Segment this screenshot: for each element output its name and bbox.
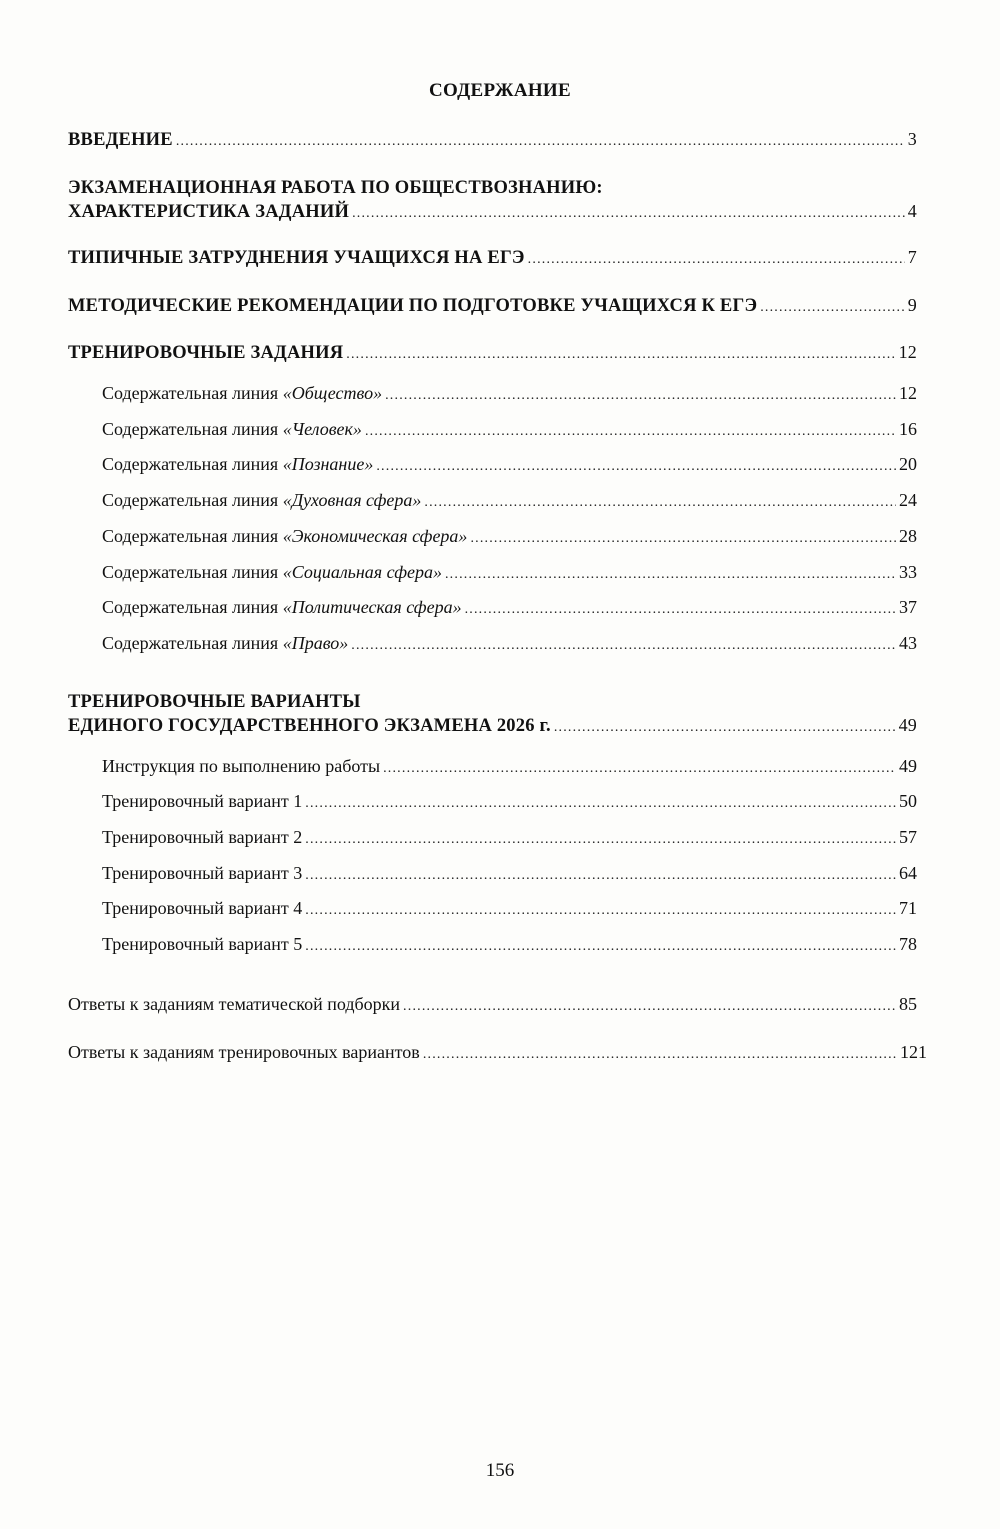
toc-page: 16 bbox=[899, 419, 917, 439]
toc-label: ХАРАКТЕРИСТИКА ЗАДАНИЙ bbox=[68, 202, 350, 222]
toc-entry-training-tasks[interactable] bbox=[68, 341, 917, 366]
toc-label: ТРЕНИРОВОЧНЫЕ ЗАДАНИЯ bbox=[68, 343, 344, 363]
toc-entry-variant-5[interactable] bbox=[102, 933, 917, 958]
toc-label: Инструкция по выполнению работы bbox=[102, 756, 381, 776]
dot-leader bbox=[305, 900, 896, 922]
toc-entry-answers-variants[interactable] bbox=[68, 1041, 927, 1066]
table-of-contents bbox=[68, 0, 927, 1529]
toc-label: Тренировочный вариант 1 bbox=[102, 791, 303, 811]
toc-entry-variant-3[interactable] bbox=[102, 862, 917, 887]
page-number: 156 bbox=[485, 1460, 515, 1481]
toc-label: Содержательная линия «Право» bbox=[102, 633, 349, 653]
toc-label: Тренировочный вариант 3 bbox=[102, 863, 303, 883]
toc-label: Содержательная линия «Политическая сфера» bbox=[102, 597, 462, 617]
dot-leader bbox=[305, 865, 896, 887]
toc-label: ЕДИНОГО ГОСУДАРСТВЕННОГО ЭКЗАМЕНА 2026 г. bbox=[68, 716, 551, 736]
toc-page: 33 bbox=[899, 562, 917, 582]
toc-entry-exam-line1: ЭКЗАМЕНАЦИОННАЯ РАБОТА ПО ОБЩЕСТВОЗНАНИЮ: bbox=[68, 178, 603, 198]
dot-leader bbox=[352, 203, 905, 225]
toc-page: 78 bbox=[899, 934, 917, 954]
toc-entry-intro[interactable] bbox=[68, 128, 917, 153]
toc-label: ТИПИЧНЫЕ ЗАТРУДНЕНИЯ УЧАЩИХСЯ НА ЕГЭ bbox=[68, 248, 525, 268]
dot-leader bbox=[385, 385, 896, 407]
toc-page: 12 bbox=[898, 342, 917, 362]
dot-leader bbox=[351, 635, 896, 657]
dot-leader bbox=[760, 297, 905, 319]
toc-page: 3 bbox=[907, 129, 917, 149]
dot-leader bbox=[365, 421, 896, 443]
dot-leader bbox=[423, 1044, 897, 1066]
toc-label: Содержательная линия «Экономическая сфера» bbox=[102, 526, 468, 546]
toc-entry-recommendations[interactable] bbox=[68, 294, 917, 319]
dot-leader bbox=[305, 936, 896, 958]
toc-entry-line-spiritual[interactable] bbox=[102, 489, 917, 514]
toc-page: 43 bbox=[899, 633, 917, 653]
dot-leader bbox=[346, 344, 895, 366]
toc-page: 24 bbox=[899, 490, 917, 510]
toc-page: 7 bbox=[907, 247, 917, 267]
dot-leader bbox=[305, 829, 896, 851]
dot-leader bbox=[305, 793, 896, 815]
toc-page: 49 bbox=[898, 715, 917, 735]
toc-label: Ответы к заданиям тематической подборки bbox=[68, 994, 401, 1014]
dot-leader bbox=[528, 249, 905, 271]
toc-label: Содержательная линия «Общество» bbox=[102, 383, 383, 403]
toc-entry-line-society[interactable] bbox=[102, 382, 917, 407]
dot-leader bbox=[470, 528, 896, 550]
toc-label: Содержательная линия «Духовная сфера» bbox=[102, 490, 422, 510]
toc-label: ВВЕДЕНИЕ bbox=[68, 130, 173, 150]
toc-label: Тренировочный вариант 4 bbox=[102, 898, 303, 918]
toc-page: 49 bbox=[899, 756, 917, 776]
toc-entry-line-political[interactable] bbox=[102, 596, 917, 621]
toc-entry-variant-2[interactable] bbox=[102, 826, 917, 851]
toc-page: 37 bbox=[899, 597, 917, 617]
toc-entry-line-law[interactable] bbox=[102, 632, 917, 657]
toc-label: Содержательная линия «Социальная сфера» bbox=[102, 562, 442, 582]
toc-entry-answers-thematic[interactable] bbox=[68, 993, 917, 1018]
toc-page: 64 bbox=[899, 863, 917, 883]
toc-entry-variants-section[interactable] bbox=[68, 714, 917, 739]
dot-leader bbox=[376, 456, 896, 478]
toc-label: Тренировочный вариант 5 bbox=[102, 934, 303, 954]
toc-page: 121 bbox=[900, 1042, 927, 1062]
toc-entry-line-economic[interactable] bbox=[102, 525, 917, 550]
toc-page: 12 bbox=[899, 383, 917, 403]
toc-page: 9 bbox=[907, 295, 917, 315]
toc-entry-line-social[interactable] bbox=[102, 561, 917, 586]
dot-leader bbox=[424, 492, 896, 514]
toc-entry-line-cognition[interactable] bbox=[102, 453, 917, 478]
dot-leader bbox=[445, 564, 896, 586]
toc-page: 57 bbox=[899, 827, 917, 847]
toc-label: МЕТОДИЧЕСКИЕ РЕКОМЕНДАЦИИ ПО ПОДГОТОВКЕ УЧАЩИХСЯ К ЕГЭ bbox=[68, 296, 758, 316]
toc-entry-exam[interactable] bbox=[68, 200, 917, 225]
toc-label: Ответы к заданиям тренировочных вариантов bbox=[68, 1042, 420, 1062]
toc-page: 28 bbox=[899, 526, 917, 546]
toc-page: 50 bbox=[899, 791, 917, 811]
toc-entry-line-person[interactable] bbox=[102, 418, 917, 443]
dot-leader bbox=[465, 599, 896, 621]
dot-leader bbox=[176, 131, 905, 153]
toc-page: 85 bbox=[899, 994, 917, 1014]
toc-page: 4 bbox=[907, 201, 917, 221]
toc-label: Содержательная линия «Человек» bbox=[102, 419, 362, 439]
toc-entry-variants-line1: ТРЕНИРОВОЧНЫЕ ВАРИАНТЫ bbox=[68, 692, 361, 712]
toc-label: Содержательная линия «Познание» bbox=[102, 454, 374, 474]
toc-page: 71 bbox=[899, 898, 917, 918]
toc-entry-instructions[interactable] bbox=[102, 755, 917, 780]
dot-leader bbox=[383, 758, 896, 780]
toc-entry-variant-1[interactable] bbox=[102, 790, 917, 815]
page-title: СОДЕРЖАНИЕ bbox=[429, 80, 571, 101]
toc-entry-difficulties[interactable] bbox=[68, 246, 917, 271]
toc-label: Тренировочный вариант 2 bbox=[102, 827, 303, 847]
toc-entry-variant-4[interactable] bbox=[102, 897, 917, 922]
dot-leader bbox=[403, 996, 896, 1018]
dot-leader bbox=[554, 717, 896, 739]
toc-page: 20 bbox=[899, 454, 917, 474]
